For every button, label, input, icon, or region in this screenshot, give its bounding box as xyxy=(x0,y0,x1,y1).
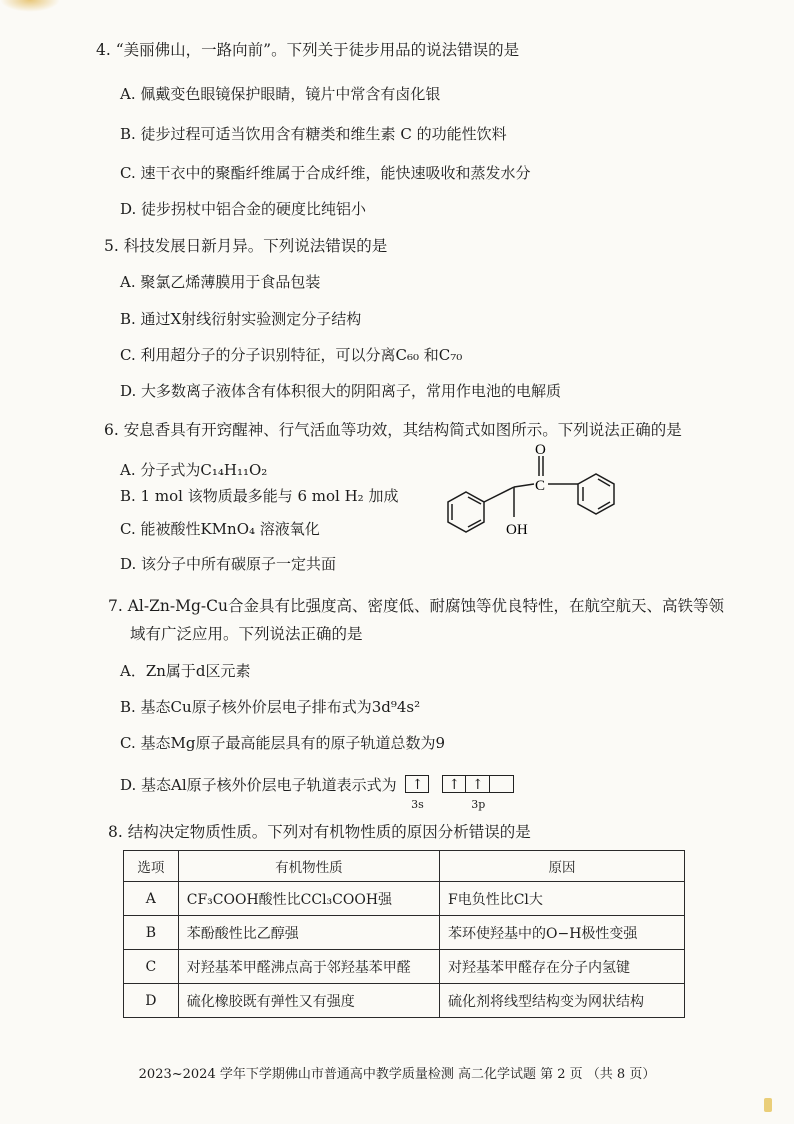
header-reason: 原因 xyxy=(439,851,684,882)
row-reason: 苯环使羟基中的O−H极性变强 xyxy=(439,916,684,950)
table-row xyxy=(124,916,685,950)
table-header-row xyxy=(124,851,685,882)
header-property: 有机物性质 xyxy=(178,851,439,882)
question-6-option-c: C. 能被酸性KMnO₄ 溶液氧化 xyxy=(120,520,320,538)
question-7-option-d-text: D. 基态Al原子核外价层电子轨道表示式为 xyxy=(120,776,397,794)
question-7-option-b: B. 基态Cu原子核外价层电子排布式为3d⁹4s² xyxy=(120,698,421,716)
question-5-option-c: C. 利用超分子的分子识别特征，可以分离C₆₀ 和C₇₀ xyxy=(120,346,463,364)
page-footer: 2023~2024 学年下学期佛山市普通高中教学质量检测 高二化学试题 第 2 页 （共 8 页） xyxy=(138,1067,656,1082)
row-property: 对羟基苯甲醛沸点高于邻羟基苯甲醛 xyxy=(178,950,439,984)
row-label: A xyxy=(124,882,179,916)
hydroxyl-label: OH xyxy=(506,522,528,538)
question-4-option-b: B. 徒步过程可适当饮用含有糖类和维生素 C 的功能性饮料 xyxy=(120,125,507,143)
question-5-stem: 5. 科技发展日新月异。下列说法错误的是 xyxy=(104,237,388,255)
question-8-stem: 8. 结构决定物质性质。下列对有机物性质的原因分析错误的是 xyxy=(108,823,531,841)
question-6-option-b: B. 1 mol 该物质最多能与 6 mol H₂ 加成 xyxy=(120,487,399,505)
question-8-table xyxy=(123,850,685,1018)
orbital-3s xyxy=(405,775,429,811)
left-benzene-ring xyxy=(448,492,484,532)
table-row xyxy=(124,984,685,1018)
table-row xyxy=(124,882,685,916)
question-7-stem-line2: 域有广泛应用。下列说法正确的是 xyxy=(130,625,363,643)
row-reason: F电负性比Cl大 xyxy=(439,882,684,916)
question-7-stem-line1: 7. Al-Zn-Mg-Cu合金具有比强度高、密度低、耐腐蚀等优良特性，在航空航天、高铁等领 xyxy=(108,597,724,615)
question-5-option-d: D. 大多数离子液体含有体积很大的阴阳离子，常用作电池的电解质 xyxy=(120,382,562,400)
orbital-diagram xyxy=(405,774,522,811)
row-property: 硫化橡胶既有弹性又有强度 xyxy=(178,984,439,1018)
page-stain xyxy=(764,1098,772,1112)
question-7-option-d xyxy=(120,775,522,811)
question-4-option-a: A. 佩戴变色眼镜保护眼睛，镜片中常含有卤化银 xyxy=(120,85,441,103)
benzoin-structure-diagram xyxy=(438,442,648,552)
row-label: D xyxy=(124,984,179,1018)
carbonyl-carbon-label: C xyxy=(535,478,546,494)
row-reason: 硫化剂将线型结构变为网状结构 xyxy=(439,984,684,1018)
row-property: CF₃COOH酸性比CCl₃COOH强 xyxy=(178,882,439,916)
question-6-stem: 6. 安息香具有开窍醒神、行气活血等功效，其结构简式如图所示。下列说法正确的是 xyxy=(104,421,682,439)
row-property: 苯酚酸性比乙醇强 xyxy=(178,916,439,950)
question-5-option-a: A. 聚氯乙烯薄膜用于食品包装 xyxy=(120,273,321,291)
header-option: 选项 xyxy=(124,851,179,882)
question-7-option-c: C. 基态Mg原子最高能层具有的原子轨道总数为9 xyxy=(120,734,445,752)
carbonyl-oxygen-label: O xyxy=(535,442,546,458)
orbital-box-3s: ↑ xyxy=(405,775,429,793)
orbital-3p xyxy=(442,775,514,811)
row-reason: 对羟基苯甲醛存在分子内氢键 xyxy=(439,950,684,984)
question-6-option-a: A. 分子式为C₁₄H₁₁O₂ xyxy=(120,461,268,479)
question-5-option-b: B. 通过X射线衍射实验测定分子结构 xyxy=(120,310,362,328)
orbital-box-3p-3 xyxy=(490,775,514,793)
question-4-option-c: C. 速干衣中的聚酯纤维属于合成纤维，能快速吸收和蒸发水分 xyxy=(120,164,531,182)
row-label: B xyxy=(124,916,179,950)
question-6-option-d: D. 该分子中所有碳原子一定共面 xyxy=(120,555,337,573)
orbital-box-3p-2: ↑ xyxy=(466,775,490,793)
question-4-stem: 4. “美丽佛山，一路向前”。下列关于徒步用品的说法错误的是 xyxy=(96,41,520,59)
row-label: C xyxy=(124,950,179,984)
page-stain xyxy=(0,0,60,12)
orbital-box-3p-1: ↑ xyxy=(442,775,466,793)
orbital-3s-label: 3s xyxy=(411,798,424,811)
question-4-option-d: D. 徒步拐杖中铝合金的硬度比纯铝小 xyxy=(120,200,367,218)
orbital-3p-label: 3p xyxy=(471,798,486,811)
question-7-option-a: A．Zn属于d区元素 xyxy=(120,662,251,680)
table-row xyxy=(124,950,685,984)
